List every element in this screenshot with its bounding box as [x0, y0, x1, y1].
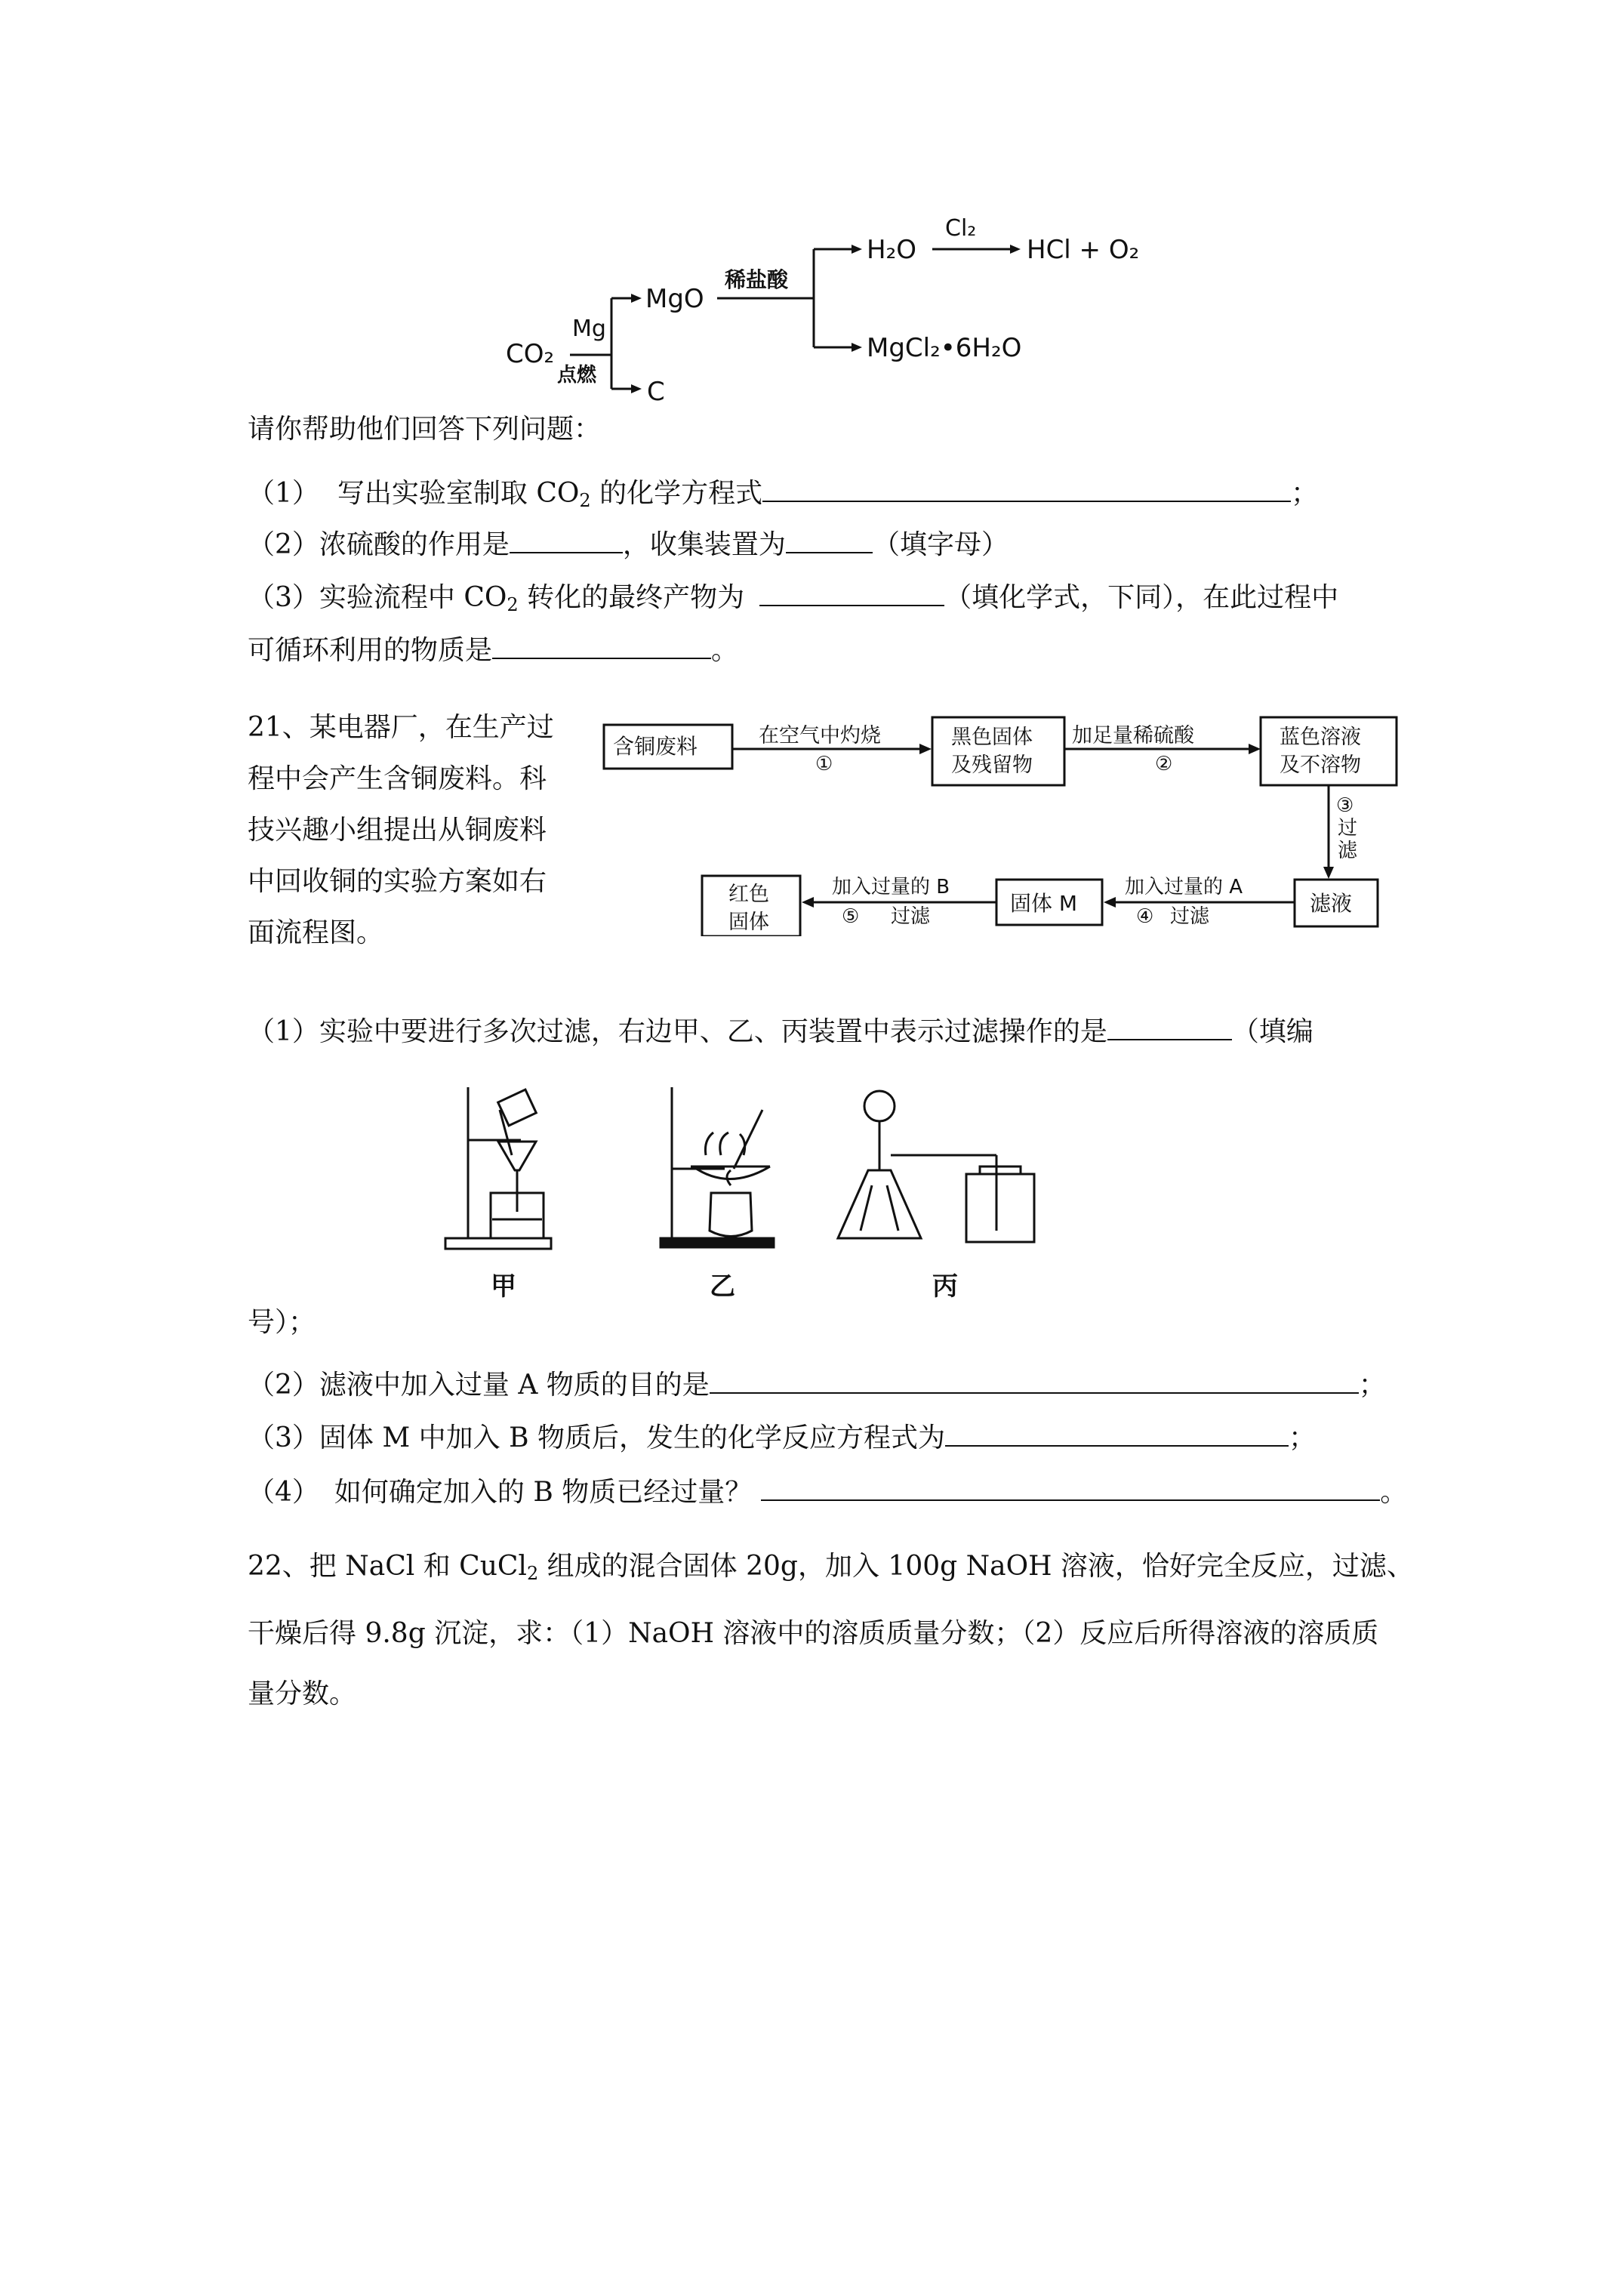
apparatus-figure — [438, 1080, 1117, 1299]
q20-p1-end: ； — [1291, 478, 1319, 509]
q22-subscript: 2 — [526, 1563, 539, 1584]
q20-part3-cont — [248, 630, 738, 669]
q21-part3 — [248, 1418, 1316, 1456]
flow-step3-label-1: 过 — [1338, 817, 1358, 840]
flow-step4-filter: 过滤 — [1170, 905, 1210, 928]
mgcl2-label: MgCl₂•6H₂O — [867, 333, 1022, 363]
apparatus-label-yi: 乙 — [710, 1271, 735, 1299]
q21-p2-text: （2）滤液中加入过量 A 物质的目的是 — [248, 1370, 710, 1401]
q20-p1-subscript: 2 — [579, 490, 591, 511]
q20-p3-answer-blank-2[interactable] — [492, 630, 711, 659]
flow-step2-num: ② — [1155, 753, 1173, 775]
q21-p4-answer-blank[interactable] — [761, 1472, 1380, 1501]
q22 — [248, 1536, 1425, 1724]
q21-line-1: 21、某电器厂，在生产过 — [248, 712, 554, 743]
flow-red-1: 红色 — [728, 883, 769, 906]
q21-part1 — [248, 1012, 1313, 1050]
flow-blue-2: 及不溶物 — [1280, 754, 1361, 777]
flow-black-1: 黑色固体 — [951, 726, 1033, 749]
q21-p3-end: ； — [1289, 1422, 1317, 1453]
q22-text-2: 组成的混合固体 20g，加入 100g NaOH 溶液，恰好完全反应，过滤、 — [538, 1551, 1414, 1582]
q22-line-2: 干燥后得 9.8g 沉淀，求：（1）NaOH 溶液中的溶质质量分数；（2）反应后所得溶液的溶质质 — [248, 1618, 1379, 1649]
q21-line-3: 技兴趣小组提出从铜废料 — [248, 815, 547, 846]
q21-p3-text: （3）固体 M 中加入 B 物质后，发生的化学反应方程式为 — [248, 1422, 945, 1453]
q21-p1-answer-blank[interactable] — [1107, 1012, 1232, 1040]
q21-p2-answer-blank[interactable] — [710, 1365, 1359, 1394]
apparatus-label-jia: 甲 — [491, 1271, 516, 1299]
q20-p1-number: （1） — [248, 478, 319, 509]
apparatus-label-bing: 丙 — [932, 1271, 958, 1299]
q21-line-2: 程中会产生含铜废料。科 — [248, 763, 547, 794]
q21-p4-number: （4） — [248, 1477, 319, 1508]
q22-line-3: 量分数。 — [248, 1678, 357, 1709]
c-label: C — [647, 377, 665, 407]
q20-p3-answer-blank-1[interactable] — [759, 578, 944, 606]
q22-text-1: 22、把 NaCl 和 CuCl — [248, 1551, 527, 1582]
flow-step2-label: 加足量稀硫酸 — [1072, 724, 1194, 747]
q21-p3-answer-blank[interactable] — [945, 1418, 1289, 1447]
flow-step1-num: ① — [815, 753, 833, 775]
mgo-label: MgO — [645, 284, 704, 314]
q20-p1-text: 写出实验室制取 CO — [337, 478, 580, 509]
q20-p3-text: 实验流程中 CO — [319, 582, 507, 613]
flow-copper-waste: 含铜废料 — [613, 734, 698, 759]
flow-solid-m: 固体 M — [1010, 891, 1078, 916]
q20-p1-text-2: 的化学方程式 — [590, 478, 763, 509]
q20-p2-text-3: （填字母） — [872, 529, 1009, 560]
flow-step5-filter: 过滤 — [891, 905, 931, 928]
co2-conversion-scheme — [498, 211, 1178, 415]
mg-label: Mg — [572, 316, 606, 342]
q20-p2-text-2: ，收集装置为 — [622, 529, 786, 560]
q20-p3-subscript: 2 — [507, 594, 519, 615]
q20-part2 — [248, 525, 1009, 563]
q21-p2-end: ； — [1358, 1370, 1386, 1401]
apparatus-jia — [445, 1087, 551, 1249]
copper-recovery-flowchart — [596, 710, 1412, 936]
ignite-label: 点燃 — [557, 364, 597, 387]
flow-step5-num: ⑤ — [842, 905, 860, 928]
q20-p3-text-3: （填化学式，下同），在此过程中 — [944, 582, 1339, 613]
q21-p4-text: 如何确定加入的 B 物质已经过量？ — [334, 1477, 753, 1508]
flow-step3-label-2: 滤 — [1338, 840, 1358, 862]
apparatus-yi — [661, 1087, 774, 1247]
q20-intro: 请你帮助他们回答下列问题： — [248, 414, 602, 445]
q21-p1-tail: （填编 — [1231, 1016, 1313, 1047]
hcl-o2-label: HCl + O₂ — [1027, 235, 1140, 265]
q20-p3-end: 。 — [711, 635, 739, 666]
q20-part1 — [248, 473, 1318, 519]
flow-step4-label: 加入过量的 A — [1125, 876, 1243, 898]
q20-p3-text-2: 转化的最终产物为 — [518, 582, 745, 613]
q21-line-4: 中回收铜的实验方案如右 — [248, 866, 547, 897]
q20-part3 — [248, 578, 1338, 623]
h2o-label: H₂O — [867, 235, 916, 265]
q20-p2-answer-blank-1[interactable] — [510, 525, 623, 553]
apparatus-bing — [838, 1091, 1034, 1242]
flow-step4-num: ④ — [1136, 905, 1154, 928]
q21-p1-text: （1）实验中要进行多次过滤，右边甲、乙、丙装置中表示过滤操作的是 — [248, 1016, 1107, 1047]
flow-filtrate: 滤液 — [1310, 891, 1353, 916]
q20-p3-line2: 可循环利用的物质是 — [248, 635, 493, 666]
q21-part1-cont: 号）； — [248, 1307, 316, 1338]
q21-p4-end: 。 — [1380, 1477, 1408, 1508]
co2-label: CO₂ — [506, 339, 555, 369]
flow-red-2: 固体 — [728, 911, 769, 934]
flow-blue-1: 蓝色溶液 — [1280, 726, 1361, 749]
flow-black-2: 及残留物 — [951, 754, 1033, 777]
q20-p1-answer-blank[interactable] — [762, 473, 1291, 502]
q20-p3-number: （3） — [248, 582, 319, 613]
q20-p2-number: （2） — [248, 529, 319, 560]
q21-line-5: 面流程图。 — [248, 917, 384, 948]
cl2-label: Cl₂ — [945, 215, 977, 242]
q20-p2-text: 浓硫酸的作用是 — [319, 529, 510, 560]
q21-part2 — [248, 1365, 1386, 1404]
dilute-hcl-label: 稀盐酸 — [725, 267, 789, 292]
flow-step1-label: 在空气中灼烧 — [759, 724, 881, 747]
q21-part4 — [248, 1472, 1407, 1511]
q20-p2-answer-blank-2[interactable] — [786, 525, 873, 553]
q22-line-1 — [248, 1536, 1425, 1604]
flow-step3-num: ③ — [1336, 794, 1354, 817]
flow-step5-label: 加入过量的 B — [832, 876, 950, 898]
q21-intro — [248, 702, 554, 959]
